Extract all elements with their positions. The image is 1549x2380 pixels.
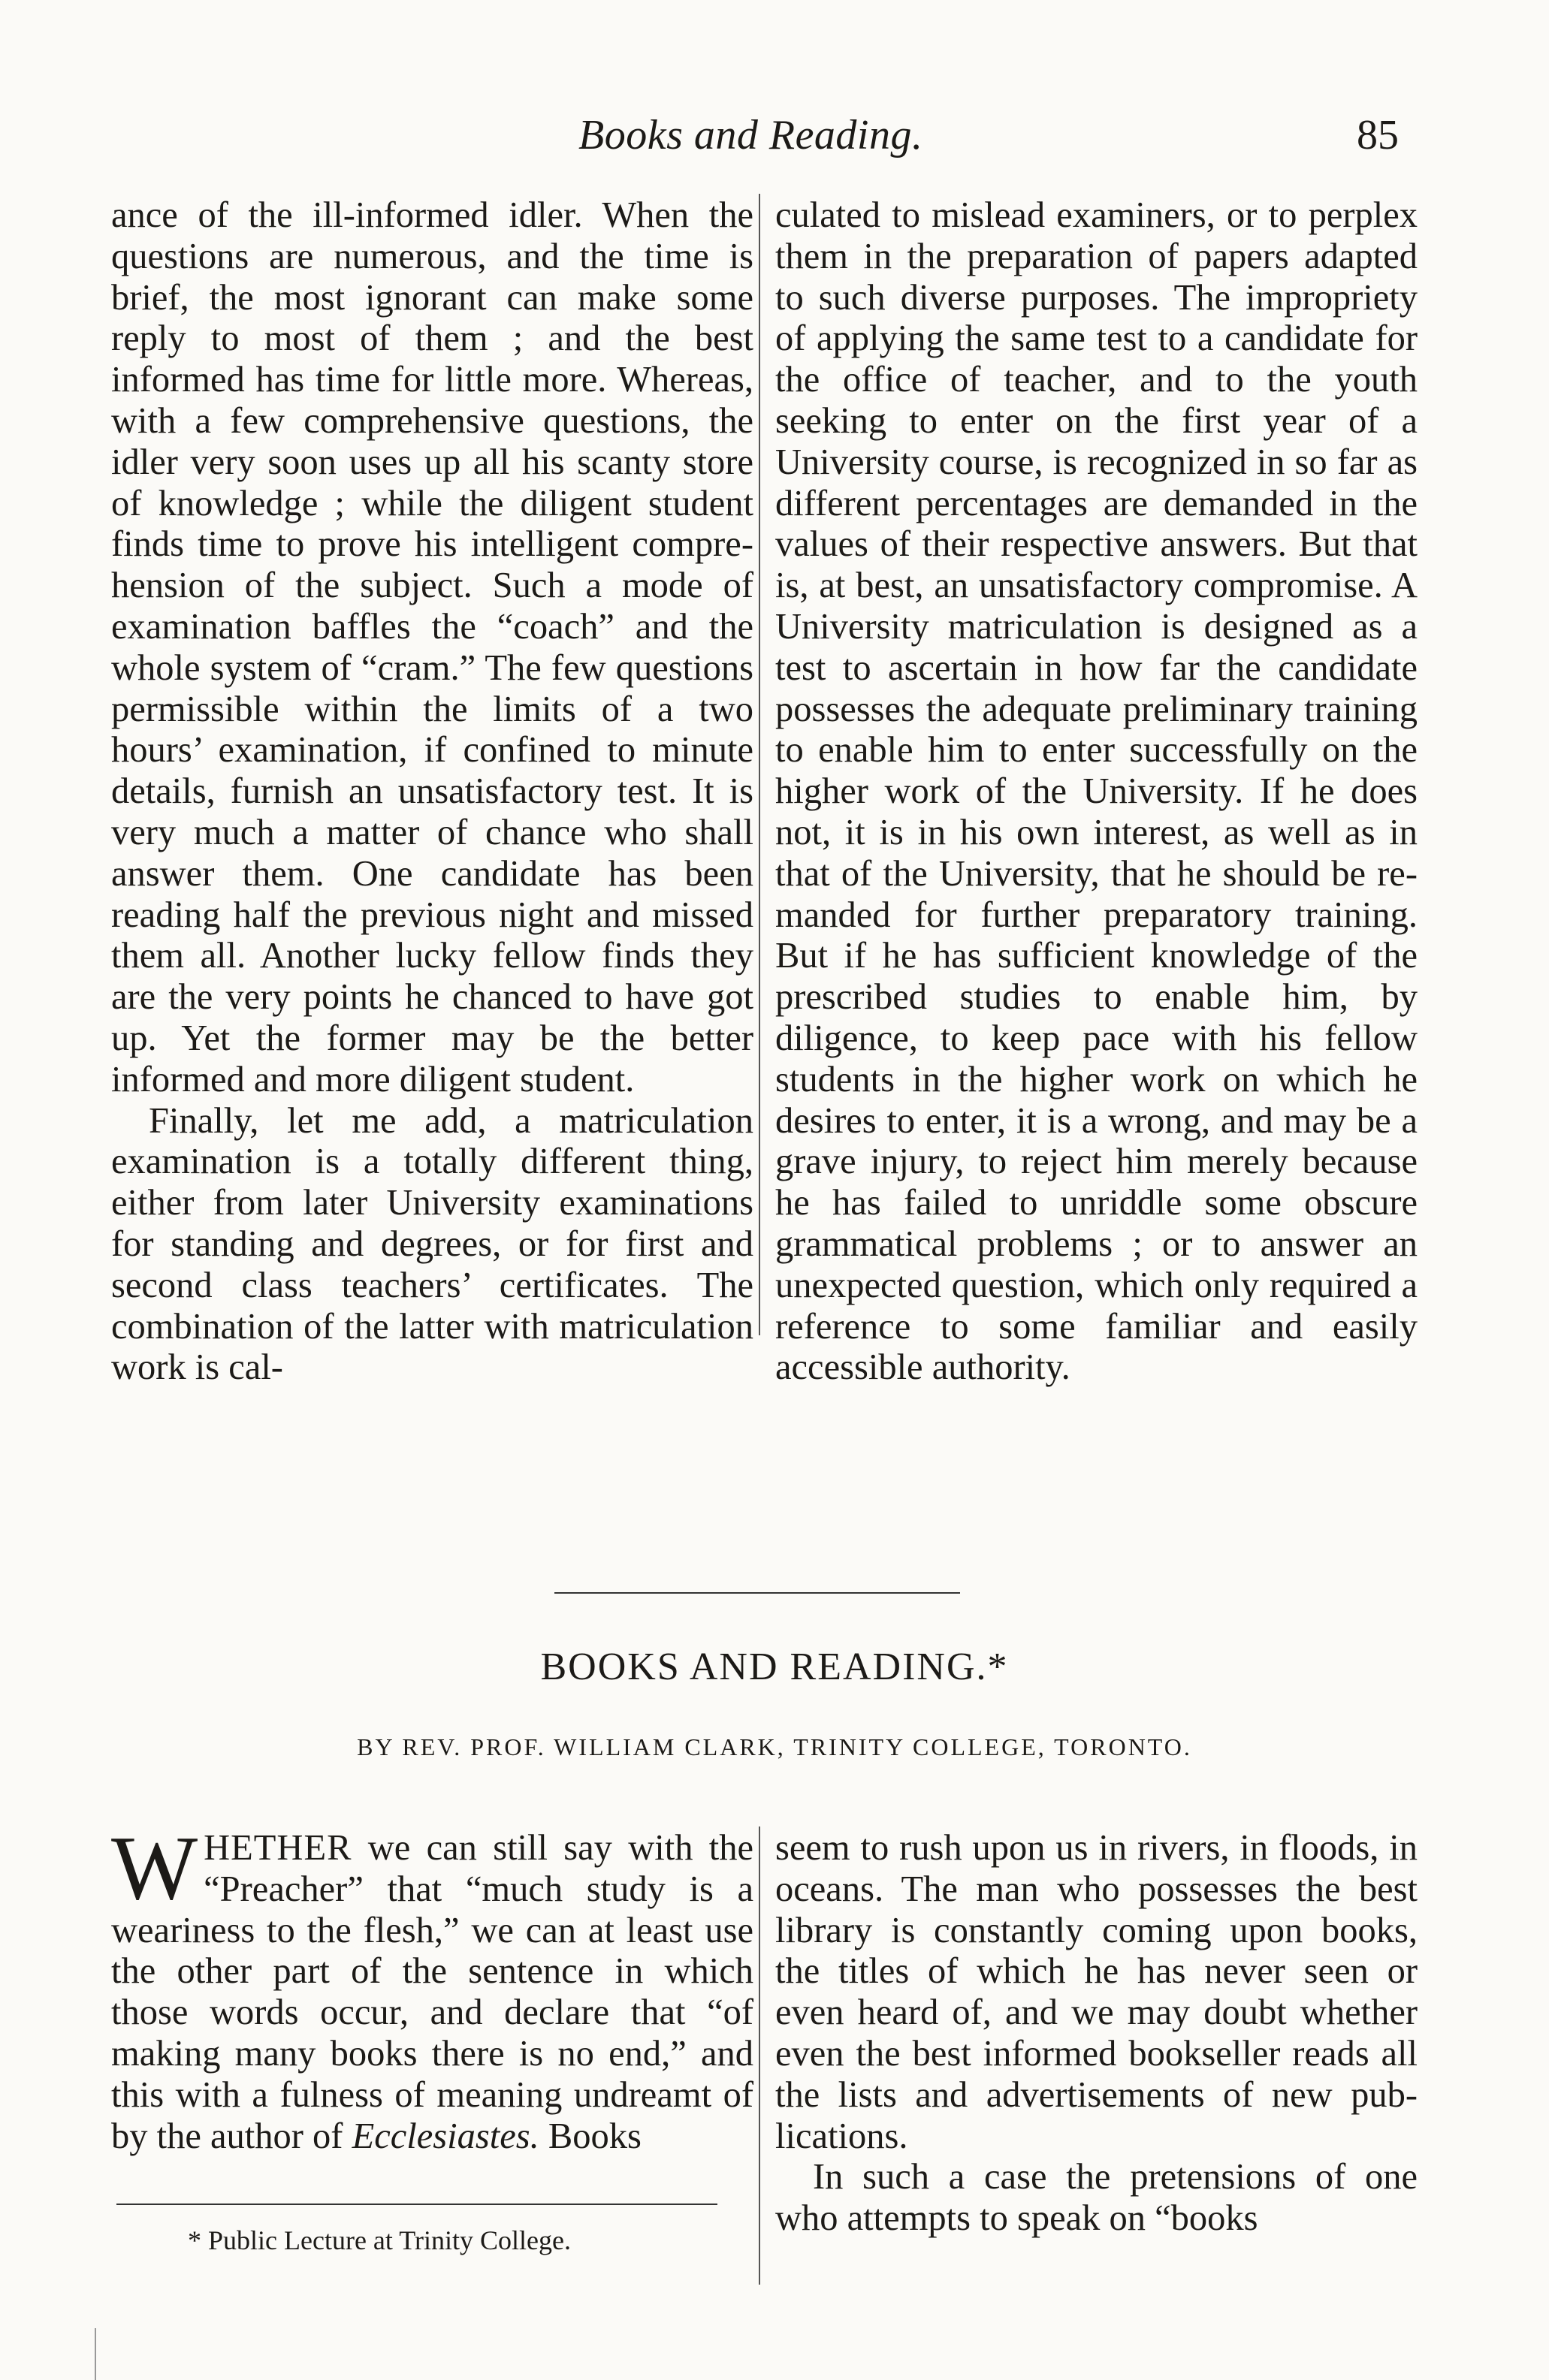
paragraph: culated to mislead examiners, or to perplex them in the preparation of papers adapted to such diverse purposes. The impropriety of applying the same test to a candidate for the office of teacher, and to the youth seeking to enter on the first year of a University course, is recognized in so far as different percentages are demanded in the values of their respective answers. But that is, at best, an unsatisfactory compromise. A University matriculation is designed as a test to ascertain in how far the candidate possesses the adequate preliminary training to enable him to enter successfully on the higher work of the University. If he does not, it is in his own interest, as well as in that of the University, that he should be remanded for further preparatory training. But if he has sufficient knowledge of the prescribed studies to enable him, by diligence, to keep pace with his fellow students in the higher work on which he desires to enter, it is a wrong, and may be a grave injury, to reject him merely because he has failed to unriddle some obscure grammatical problems ; or to answer an unexpected question, which only required a reference to some familiar and easily accessible authority.	[775, 195, 1418, 1388]
top-left-column	[111, 195, 753, 1389]
top-right-column	[775, 195, 1418, 1389]
paragraph: seem to rush upon us in rivers, in floods, in oceans. The man who possesses the best library is constantly coming upon books, the titles of which he has never seen or even heard of, and we may doubt whether even the best informed bookseller reads all the lists and advertisements of new publications.	[775, 1828, 1418, 2156]
article-left-column	[111, 1817, 753, 2157]
article-title: BOOKS AND READING.*	[540, 1645, 1009, 1688]
column-divider	[759, 194, 760, 1335]
book-title: Ecclesiastes.	[352, 2116, 539, 2156]
running-title: Books and Reading.	[578, 112, 923, 158]
paragraph: In such a case the pretensions of one who attempts to speak on “books	[775, 2157, 1418, 2239]
footnote-divider	[116, 2204, 717, 2205]
page-number: 85	[1357, 112, 1399, 158]
paragraph	[111, 1817, 753, 2157]
article-right-column	[775, 1828, 1418, 2240]
article-byline: BY REV. PROF. WILLIAM CLARK, TRINITY COLLEGE, TORONTO.	[357, 1733, 1192, 1760]
paragraph-tail: Books	[539, 2116, 642, 2156]
column-divider	[759, 1826, 760, 2285]
section-divider	[554, 1592, 960, 1594]
opening-word: HETHER	[204, 1828, 352, 1868]
paragraph: ance of the ill-informed idler. When the questions are numerous, and the time is brief, the most ignorant can make some reply to most of them ; and the best informed has time for little more. Whereas, with a few comprehensive questions, the idler very soon uses up all his scanty store of knowledge ; while the diligent student finds time to prove his intelligent comprehension of the subject. Such a mode of examination baffles the “coach” and the whole system of “cram.” The few questions permissible within the limits of a two hours’ examination, if confined to minute details, furnish an unsatisfactory test. It is very much a matter of chance who shall answer them. One candidate has been reading half the previous night and missed them all. Another lucky fellow finds they are the very points he chanced to have got up. Yet the former may be the better informed and more diligent student.	[111, 195, 753, 1100]
paragraph-text: we can still say with the “Preacher” that “much study is a weariness to the flesh,” we can at least use the other part of the sentence in which those words occur, and declare that “of making many books there is no end,” and this with a fulness of meaning undreamt of by the author of	[111, 1828, 753, 2156]
footnote: * Public Lecture at Trinity College.	[188, 2225, 571, 2255]
margin-mark	[95, 2328, 96, 2380]
drop-cap: W	[111, 1817, 198, 1919]
paragraph: Finally, let me add, a matriculation examination is a totally different thing, either from later University examinations for standing and degrees, or for first and second class teachers’ certificates. The combination of the latter with matriculation work is cal-	[111, 1100, 753, 1388]
running-header	[0, 111, 1549, 164]
